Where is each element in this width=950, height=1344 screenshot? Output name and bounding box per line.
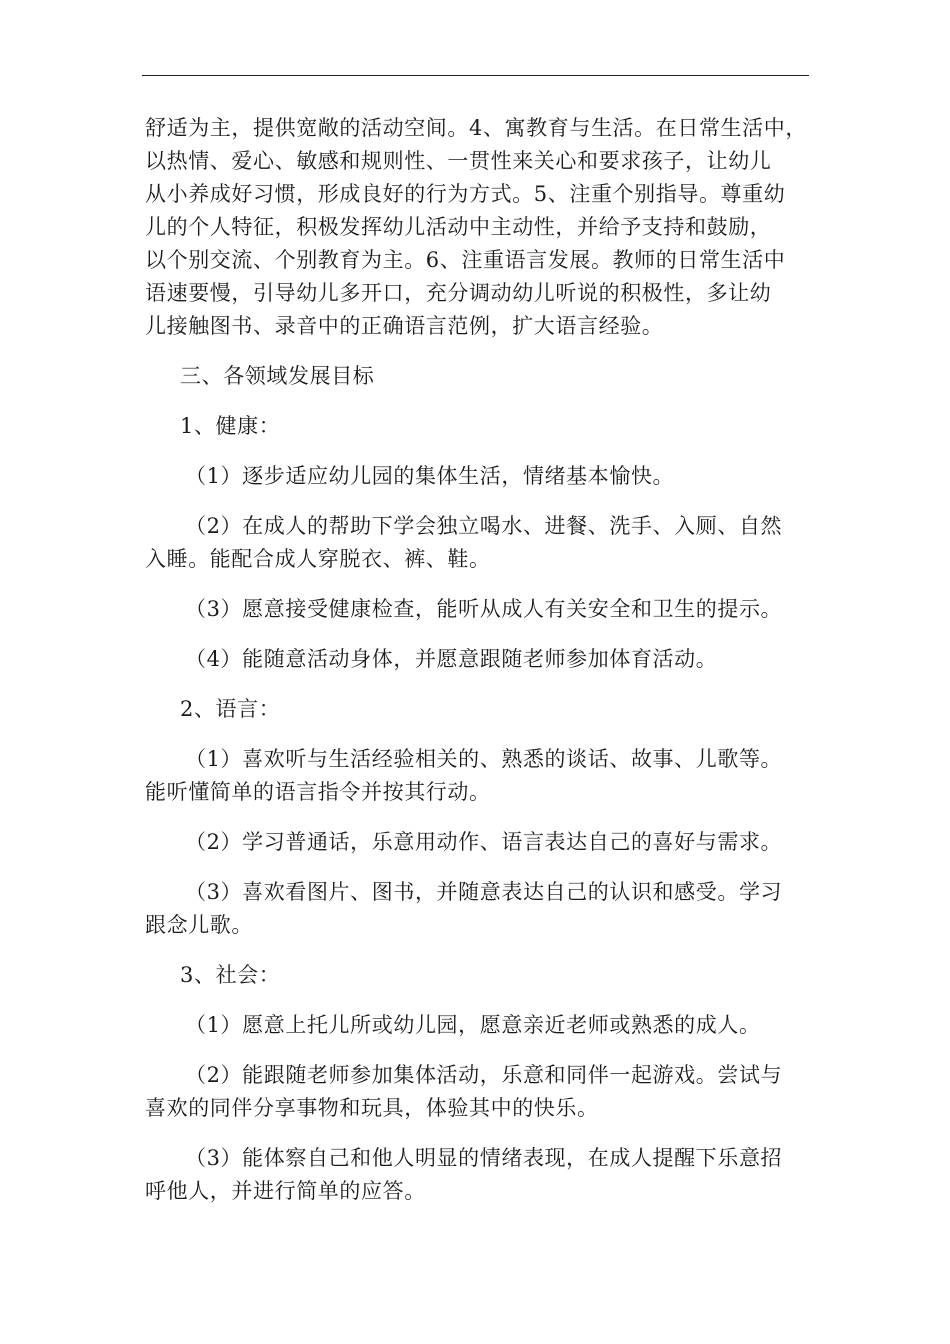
goal-line: （3）能体察自己和他人明显的情绪表现，在成人提醒下乐意招 — [185, 1146, 783, 1170]
goal-item — [145, 1009, 810, 1042]
text-line: 舒适为主，提供宽敞的活动空间。4、寓教育与生活。在日常生活中， — [145, 116, 807, 140]
text-line: 以个别交流、个别教育为主。6、注重语言发展。教师的日常生活中 — [145, 248, 786, 272]
goal-item — [145, 826, 810, 859]
goal-line: （2）学习普通话，乐意用动作、语言表达自己的喜好与需求。 — [185, 830, 783, 854]
domain-heading-health: 1、健康： — [180, 414, 281, 438]
goal-line: （1）愿意上托儿所或幼儿园，愿意亲近老师或熟悉的成人。 — [185, 1013, 761, 1037]
goal-line: 能听懂简单的语言指令并按其行动。 — [145, 780, 491, 804]
goal-item — [145, 593, 810, 626]
goal-line: （3）喜欢看图片、图书，并随意表达自己的认识和感受。学习 — [185, 880, 783, 904]
header-rule — [142, 75, 809, 76]
goal-line: 跟念儿歌。 — [145, 913, 253, 937]
goal-line: 喜欢的同伴分享事物和玩具，体验其中的快乐。 — [145, 1096, 599, 1120]
goal-item — [145, 876, 810, 942]
text-line: 儿接触图书、录音中的正确语言范例，扩大语言经验。 — [145, 314, 664, 338]
goal-line: 呼他人，并进行简单的应答。 — [145, 1179, 426, 1203]
goal-line: （2）在成人的帮助下学会独立喝水、进餐、洗手、入厕、自然 — [185, 514, 783, 538]
goal-item — [145, 460, 810, 493]
text-line: 从小养成好习惯，形成良好的行为方式。5、注重个别指导。尊重幼 — [145, 182, 786, 206]
domain-heading-society: 3、社会： — [180, 963, 281, 987]
goal-line: 入睡。能配合成人穿脱衣、裤、鞋。 — [145, 547, 491, 571]
text-line: 语速要慢，引导幼儿多开口，充分调动幼儿听说的积极性，多让幼 — [145, 281, 772, 305]
document-body — [145, 112, 810, 1208]
text-line: 儿的个人特征，积极发挥幼儿活动中主动性，并给予支持和鼓励， — [145, 215, 772, 239]
goal-item — [145, 743, 810, 809]
goal-item — [145, 510, 810, 576]
goal-item — [145, 1142, 810, 1208]
goal-item — [145, 1059, 810, 1125]
continuation-paragraph — [145, 112, 810, 343]
section-heading: 三、各领域发展目标 — [180, 364, 375, 388]
domain-heading-language: 2、语言： — [180, 697, 281, 721]
text-line: 以热情、爱心、敏感和规则性、一贯性来关心和要求孩子，让幼儿 — [145, 149, 772, 173]
goal-line: （1）逐步适应幼儿园的集体生活，情绪基本愉快。 — [185, 464, 675, 488]
goal-item — [145, 643, 810, 676]
goal-line: （2）能跟随老师参加集体活动，乐意和同伴一起游戏。尝试与 — [185, 1063, 783, 1087]
goal-line: （3）愿意接受健康检查，能听从成人有关安全和卫生的提示。 — [185, 597, 783, 621]
goal-line: （4）能随意活动身体，并愿意跟随老师参加体育活动。 — [185, 647, 718, 671]
goal-line: （1）喜欢听与生活经验相关的、熟悉的谈话、故事、儿歌等。 — [185, 747, 783, 771]
